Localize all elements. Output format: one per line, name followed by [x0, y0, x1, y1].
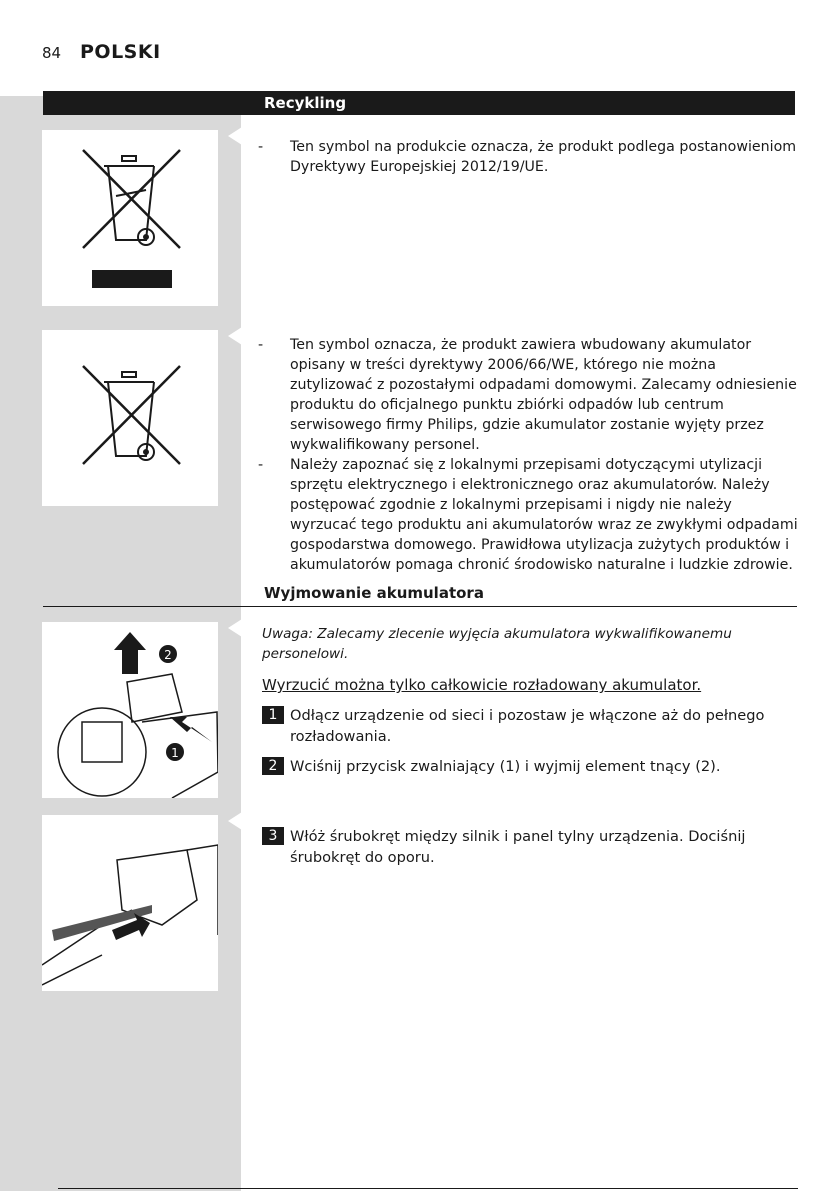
step-number: 1 [262, 706, 284, 724]
battery-symbol-image [42, 330, 218, 506]
warning-text: Wyrzucić można tylko całkowicie rozładowany akumulator. [262, 676, 702, 694]
section-title-recycling: Recykling [264, 94, 347, 112]
callout-1: 1 [171, 746, 179, 760]
weee-symbol-image [42, 130, 218, 306]
recycling-bullets-2 [258, 335, 798, 575]
recycling-bullet-2: - Ten symbol oznacza, że produkt zawiera wbudowany akumulator opisany w treści dyrektywy 2006/66/WE, którego nie można zutylizować z pozostałymi odpadami domowymi. Zalecamy odniesienie produktu do oficjalnego punktu zbiórki odpadów lub centrum serwisowego firmy Philips, gdzie akumulator zostanie wyjęty przez wykwalifikowany personel. [258, 337, 797, 453]
note-text: Uwaga: Zalecamy zlecenie wyjęcia akumulatora wykwalifikowanemu personelowi. [262, 626, 732, 662]
arrow-press-icon [170, 717, 212, 742]
crossed-bin-icon [42, 330, 218, 506]
image-notch [228, 619, 242, 637]
crossed-bin-icon [42, 130, 218, 306]
image-notch [228, 127, 242, 145]
section-divider [43, 606, 797, 607]
section-bar [43, 91, 795, 115]
image-notch [228, 812, 242, 830]
step-1 [262, 705, 782, 747]
step-text: Odłącz urządzenie od sieci i pozostaw je włączone aż do pełnego rozładowania. [290, 707, 765, 745]
step-2 [262, 756, 782, 777]
step-text: Wciśnij przycisk zwalniający (1) i wyjmij element tnący (2). [290, 758, 721, 775]
recycling-bullet-3: - Należy zapoznać się z lokalnymi przepisami dotyczącymi utylizacji sprzętu elektrycznego i elektronicznego oraz akumulatorów. Należy postępować zgodnie z lokalnymi przepisami i nigdy nie należy wyrzucać tego produktu ani akumulatorów wraz ze zwykłymi odpadami gospodarstwa domowego. Prawidłowa utylizacja zużytych produktów i akumulatorów pomaga chronić środowisko naturalne i ludzkie zdrowie. [258, 457, 798, 573]
callout-2: 2 [164, 648, 172, 662]
step-text: Włóż śrubokręt między silnik i panel tylny urządzenia. Dociśnij śrubokręt do oporu. [290, 828, 746, 866]
image-notch [228, 327, 242, 345]
section-title-battery: Wyjmowanie akumulatora [264, 584, 484, 602]
bottom-rule [58, 1188, 798, 1189]
screwdriver-illustration [42, 815, 218, 991]
step-number: 2 [262, 757, 284, 775]
recycling-bullet-1: - Ten symbol na produkcie oznacza, że produkt podlega postanowieniom Dyrektywy Europejskiej 2012/19/UE. [258, 139, 797, 175]
release-cutter-illustration [42, 622, 218, 798]
bullet-dash: - [258, 139, 264, 155]
step-3 [262, 826, 782, 868]
language-title: POLSKI [80, 41, 161, 63]
step-number: 3 [262, 827, 284, 845]
arrow-up-icon [114, 632, 146, 674]
page-number: 84 [42, 44, 62, 62]
